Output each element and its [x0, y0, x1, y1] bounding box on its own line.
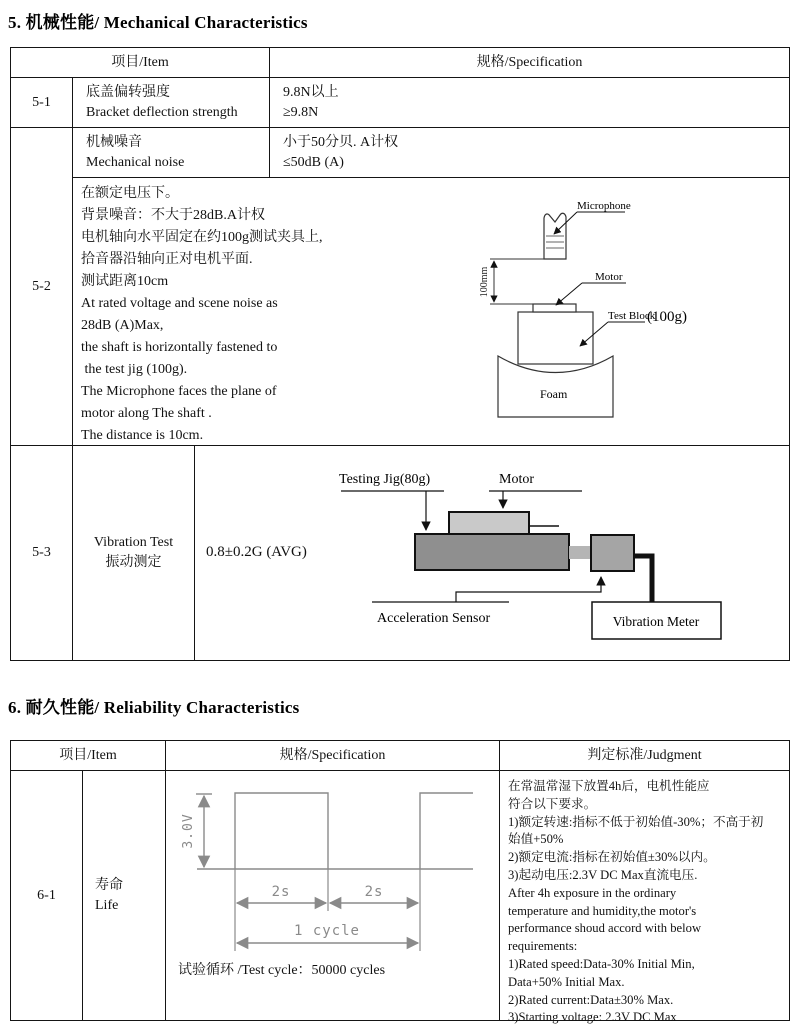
- table2-header-item-label: 项目/Item: [59, 747, 117, 763]
- text-line: temperature and humidity,the motor's: [508, 903, 697, 918]
- text-line: At rated voltage and scene noise as: [81, 296, 278, 311]
- text-line: Data+50% Initial Max.: [508, 974, 625, 989]
- row-5-3-spec-value: 0.8±0.2G (AVG): [206, 544, 307, 560]
- table1-header-item-label: 项目/Item: [111, 54, 169, 70]
- row-5-1-spec-en: ≥9.8N: [283, 104, 319, 120]
- text-line: performance shoud accord with below: [508, 921, 702, 936]
- dim-100mm-label: 100mm: [479, 266, 490, 298]
- row-5-2-item-cn: 机械噪音: [86, 134, 142, 150]
- test-cycle-text: 试验循环 /Test cycle：50000 cycles: [178, 963, 386, 978]
- text-line: After 4h exposure in the ordinary: [508, 885, 677, 900]
- table2-header-judgment-label: 判定标准/Judgment: [587, 747, 702, 763]
- row-5-2-num: [10, 127, 73, 446]
- table2-header-item: [10, 740, 166, 771]
- row-6-1-item: [82, 770, 166, 1021]
- row-6-1-item-en: Life: [95, 897, 119, 913]
- row-6-1-num: [10, 770, 83, 1021]
- row-6-1-spec-cell: [165, 770, 500, 1021]
- section6-title: 6. 耐久性能/ Reliability Characteristics: [8, 698, 300, 717]
- text-line: 2)Rated current:Data±30% Max.: [508, 992, 674, 1007]
- text-line: the test jig (100g).: [81, 362, 188, 377]
- acceleration-sensor-shape: [591, 535, 634, 571]
- text-line: 1)额定转速:指标不低于初始值-30%；不高于初: [508, 814, 764, 829]
- life-test-waveform: [166, 771, 501, 961]
- text-line: 符合以下要求。: [508, 796, 597, 811]
- dim-volt-label: 3.0V: [181, 813, 196, 849]
- text-line: 28dB (A)Max,: [81, 318, 164, 333]
- table2-header-judgment: [499, 740, 790, 771]
- row-6-1-judgment-text: [500, 771, 789, 1027]
- row-5-2-item-en: Mechanical noise: [86, 154, 185, 170]
- waveform-pulse: [235, 793, 473, 869]
- shaft-connector-shape: [569, 546, 591, 559]
- row-6-1-item-cn: 寿命: [95, 877, 123, 893]
- vibration-meter-label: Vibration Meter: [612, 614, 700, 629]
- row-5-3-item-cn: 振动测定: [105, 555, 162, 570]
- microphone-test-diagram: [478, 188, 718, 438]
- row-5-1-spec: [269, 77, 790, 128]
- row-5-3-item-en: Vibration Test: [93, 535, 174, 550]
- table2-header-spec: [165, 740, 500, 771]
- text-line: 背景噪音：不大于28dB.A计权: [81, 208, 265, 223]
- text-line: 在额定电压下。: [81, 186, 179, 201]
- text-line: 3)Starting voltage: 2.3V DC Max: [508, 1010, 677, 1025]
- row-5-1-spec-cn: 9.8N以上: [283, 84, 339, 100]
- row-5-3-num: [10, 445, 73, 661]
- row-5-3-spec-cell: [194, 445, 790, 661]
- dim-2s-on-label: 2s: [271, 884, 291, 900]
- text-line: 电机轴向水平固定在约100g测试夹具上,: [81, 230, 323, 245]
- motor-shape: [449, 512, 529, 534]
- text-line: motor along The shaft .: [81, 406, 212, 421]
- dim-2s-off-label: 2s: [364, 884, 384, 900]
- table1-header-spec-label: 规格/Specification: [476, 54, 583, 70]
- row-5-1-num-label: 5-1: [32, 94, 51, 110]
- row-5-2-num-label: 5-2: [32, 278, 51, 294]
- motor-label: Motor: [595, 271, 623, 283]
- foam-label: Foam: [540, 387, 568, 401]
- dim-cycle-label: 1 cycle: [293, 923, 361, 939]
- text-line: 测试距离10cm: [81, 274, 169, 289]
- testing-jig-label: Testing Jig(80g): [339, 472, 431, 487]
- row-5-1-item-cn: 底盖偏转强度: [86, 84, 170, 100]
- test-block-label: Test Block: [608, 310, 656, 322]
- text-line: requirements:: [508, 939, 578, 954]
- motor-shape: [533, 304, 576, 312]
- section5-title: 5. 机械性能/ Mechanical Characteristics: [8, 13, 308, 32]
- test-block-weight-label: (100g): [647, 309, 687, 325]
- vibration-test-diagram: [323, 456, 735, 656]
- text-line: 1)Rated speed:Data-30% Initial Min,: [508, 956, 695, 971]
- row-5-2-condition-cell: [72, 177, 790, 446]
- acceleration-sensor-leader: [456, 577, 601, 602]
- motor-leader: [556, 283, 582, 305]
- row-5-2-spec-cn: 小于50分贝. A计权: [283, 134, 399, 150]
- text-line: 拾音器沿轴向正对电机平面.: [81, 252, 253, 267]
- row-5-3-num-label: 5-3: [32, 545, 51, 560]
- row-6-1-judgment-cell: [499, 770, 790, 1025]
- text-line: 始值+50%: [508, 832, 564, 847]
- table1-header-item: [10, 47, 270, 78]
- text-line: The distance is 10cm.: [81, 428, 204, 443]
- table1-header-spec: [269, 47, 790, 78]
- row-6-1-num-label: 6-1: [37, 887, 56, 903]
- motor-label: Motor: [499, 472, 534, 487]
- row-5-2-spec-en: ≤50dB (A): [283, 154, 344, 170]
- testing-jig-shape: [415, 534, 569, 570]
- text-line: The Microphone faces the plane of: [81, 384, 277, 399]
- test-block-shape: [518, 312, 593, 364]
- row-5-3-item: [72, 445, 195, 661]
- row-5-1-num: [10, 77, 73, 128]
- text-line: 在常温常湿下放置4h后，电机性能应: [508, 779, 710, 793]
- row-5-2-spec: [269, 127, 790, 178]
- row-5-2-item: [72, 127, 271, 178]
- microphone-label: Microphone: [577, 200, 631, 212]
- sensor-cable: [634, 556, 652, 602]
- acceleration-sensor-label: Acceleration Sensor: [377, 611, 491, 626]
- text-line: the shaft is horizontally fastened to: [81, 340, 278, 355]
- row-5-1-item-en: Bracket deflection strength: [86, 104, 238, 120]
- table2-header-spec-label: 规格/Specification: [279, 747, 386, 763]
- text-line: 2)额定电流:指标在初始值±30%以内。: [508, 850, 716, 865]
- row-5-1-item: [72, 77, 271, 128]
- text-line: 3)起动电压:2.3V DC Max直流电压.: [508, 867, 698, 882]
